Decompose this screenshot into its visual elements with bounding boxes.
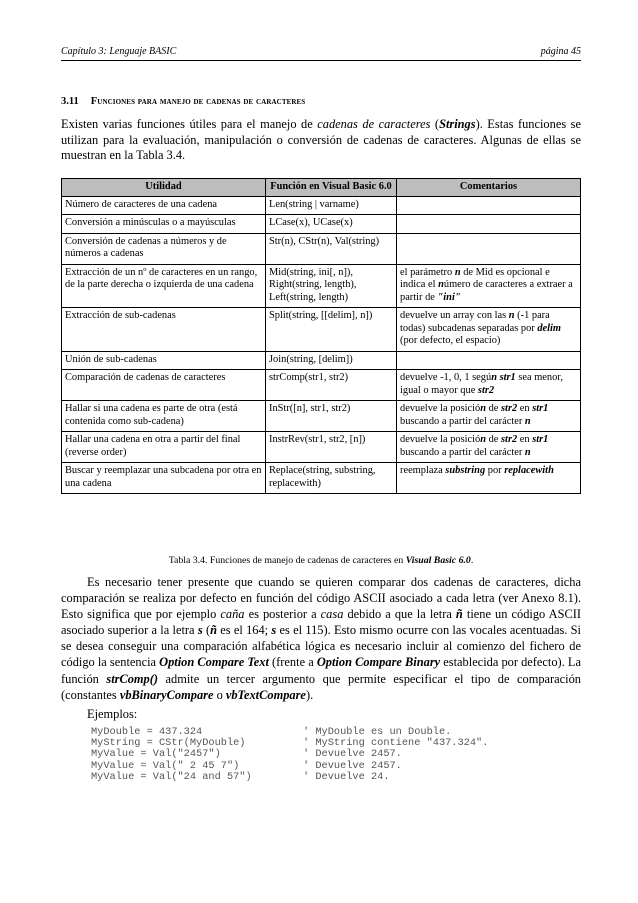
cell-comentario: devuelve la posición de str2 en str1 buscando a partir del carácter n — [397, 432, 581, 463]
table-row — [62, 401, 581, 432]
cell-funcion: Str(n), CStr(n), Val(string) — [266, 233, 397, 264]
table-row — [62, 308, 581, 352]
body-strong: strComp() — [106, 671, 159, 686]
cell-utilidad: Hallar si una cadena es parte de otra (está contenida como sub-cadena) — [62, 401, 266, 432]
body-italic: caña — [220, 607, 245, 622]
table-row — [62, 196, 581, 215]
intro-paragraph — [61, 117, 581, 164]
cell-utilidad: Unión de sub-cadenas — [62, 351, 266, 370]
cell-funcion: Join(string, [delim]) — [266, 351, 397, 370]
body-text: ). — [305, 687, 314, 702]
table-row — [62, 463, 581, 494]
body-strong: Option Compare Binary — [316, 655, 441, 670]
body-strong: ñ — [210, 623, 217, 638]
code-statement: MyValue = Val("2457") — [91, 748, 221, 761]
code-statement: MyString = CStr(MyDouble) — [91, 737, 246, 750]
examples-label: Ejemplos: — [87, 707, 138, 721]
page-number: página 45 — [540, 46, 581, 57]
cell-funcion: LCase(x), UCase(x) — [266, 215, 397, 234]
section-heading — [61, 96, 305, 107]
body-italic: casa — [320, 607, 344, 622]
body-strong: vbBinaryCompare — [119, 687, 214, 702]
cell-comentario — [397, 215, 581, 234]
cell-comentario: el parámetro n de Mid es opcional e indica el número de caracteres a extraer a partir de "ini" — [397, 264, 581, 308]
table-row — [62, 233, 581, 264]
body-text: tiene un código ASCII asociado superior a la letra — [61, 607, 581, 638]
code-comment: ' MyDouble es un Double. — [303, 726, 452, 738]
table-row — [62, 351, 581, 370]
body-text: admite un tercer argumento que permite especificar el tipo de comparación (constantes — [61, 671, 581, 702]
chapter-label: Capítulo 3: Lenguaje BASIC — [61, 46, 177, 57]
cell-utilidad: Conversión a minúsculas o a mayúsculas — [62, 215, 266, 234]
functions-table — [61, 178, 581, 494]
running-header — [61, 46, 581, 61]
section-title: Funciones para manejo de cadenas de caracteres — [90, 96, 306, 107]
body-text: o — [213, 687, 226, 702]
caption-end: . — [470, 555, 474, 566]
table-header-row — [62, 179, 581, 197]
cell-funcion: Mid(string, ini[, n]), Right(string, length), Left(string, length) — [266, 264, 397, 308]
body-paragraph — [61, 574, 581, 703]
header-utilidad: Utilidad — [62, 179, 266, 197]
body-strong: s — [197, 623, 203, 638]
intro-text: ). Estas funciones se utilizan para la evaluación, manipulación o conversión de cadenas de caracteres. Algunas de ellas se muestran en la Tabla 3.4. — [61, 117, 581, 162]
body-text: establecida por defecto). La función — [61, 655, 581, 686]
table-row — [62, 370, 581, 401]
intro-strong: Strings — [439, 117, 476, 131]
cell-funcion: Len(string | varname) — [266, 196, 397, 215]
code-block — [91, 727, 551, 783]
cell-utilidad: Hallar una cadena en otra a partir del final (reverse order) — [62, 432, 266, 463]
table-caption — [61, 555, 581, 566]
cell-funcion: InstrRev(str1, str2, [n]) — [266, 432, 397, 463]
cell-comentario — [397, 233, 581, 264]
caption-strong: Visual Basic 6.0 — [405, 555, 471, 566]
body-text: Es necesario tener presente que cuando se quieren comparar dos cadenas de caracteres, dicha comparación se realiza por defecto en función del código ASCII asociado a cada letra (ver Anexo 8.1). Esto significa que por ejemplo — [61, 575, 581, 622]
intro-text: ( — [430, 117, 440, 131]
body-strong: Option Compare Text — [159, 655, 269, 670]
code-comment: ' Devuelve 2457. — [303, 748, 402, 761]
code-comment: ' MyString contiene "437.324". — [303, 737, 489, 750]
body-strong: vbTextCompare — [225, 687, 306, 702]
section-number: 3.11 — [61, 96, 79, 107]
cell-utilidad: Conversión de cadenas a números y de números a cadenas — [62, 233, 266, 264]
intro-text: Existen varias funciones útiles para el manejo de — [61, 117, 318, 131]
cell-utilidad: Extracción de un nº de caracteres en un rango, de la parte derecha o izquierda de una cadena — [62, 264, 266, 308]
cell-funcion: Replace(string, substring, replacewith) — [266, 463, 397, 494]
body-text: ( — [202, 623, 211, 638]
body-text: (frente a — [268, 655, 317, 670]
code-comment: ' Devuelve 2457. — [303, 759, 402, 772]
code-line — [91, 772, 551, 783]
cell-comentario: devuelve -1, 0, 1 según str1 sea menor, igual o mayor que str2 — [397, 370, 581, 401]
code-statement: MyDouble = 437.324 — [91, 726, 203, 738]
body-text: es el 164; — [216, 623, 272, 638]
code-statement: MyValue = Val(" 2 45 7") — [91, 759, 240, 772]
table-row — [62, 215, 581, 234]
cell-utilidad: Extracción de sub-cadenas — [62, 308, 266, 352]
body-strong: s — [271, 623, 277, 638]
body-text: debido a que la letra — [343, 607, 456, 622]
code-statement: MyValue = Val("24 and 57") — [91, 770, 252, 783]
body-text: es el 115). Esto mismo ocurre con las vocales acentuadas. Si se desea conseguir una comparación alfabética lógica es necesario incluir al comienzo del fichero de código la sentencia — [61, 623, 581, 670]
table-row — [62, 432, 581, 463]
cell-utilidad: Número de caracteres de una cadena — [62, 196, 266, 215]
cell-comentario: devuelve un array con las n (-1 para todas) subcadenas separadas por delim (por defecto, el espacio) — [397, 308, 581, 352]
header-funcion: Función en Visual Basic 6.0 — [266, 179, 397, 197]
cell-utilidad: Comparación de cadenas de caracteres — [62, 370, 266, 401]
body-text: es posterior a — [244, 607, 321, 622]
cell-comentario — [397, 196, 581, 215]
table-row — [62, 264, 581, 308]
cell-funcion: Split(string, [[delim], n]) — [266, 308, 397, 352]
intro-emphasis: cadenas de caracteres — [317, 117, 431, 131]
body-strong: ñ — [455, 607, 463, 622]
cell-utilidad: Buscar y reemplazar una subcadena por otra en una cadena — [62, 463, 266, 494]
cell-comentario — [397, 351, 581, 370]
caption-text: Tabla 3.4. Funciones de manejo de cadenas de caracteres en — [168, 555, 406, 566]
cell-funcion: InStr([n], str1, str2) — [266, 401, 397, 432]
cell-comentario: reemplaza substring por replacewith — [397, 463, 581, 494]
code-line — [91, 749, 551, 760]
cell-funcion: strComp(str1, str2) — [266, 370, 397, 401]
cell-comentario: devuelve la posición de str2 en str1 buscando a partir del carácter n — [397, 401, 581, 432]
header-comentarios: Comentarios — [397, 179, 581, 197]
code-comment: ' Devuelve 24. — [303, 770, 390, 783]
